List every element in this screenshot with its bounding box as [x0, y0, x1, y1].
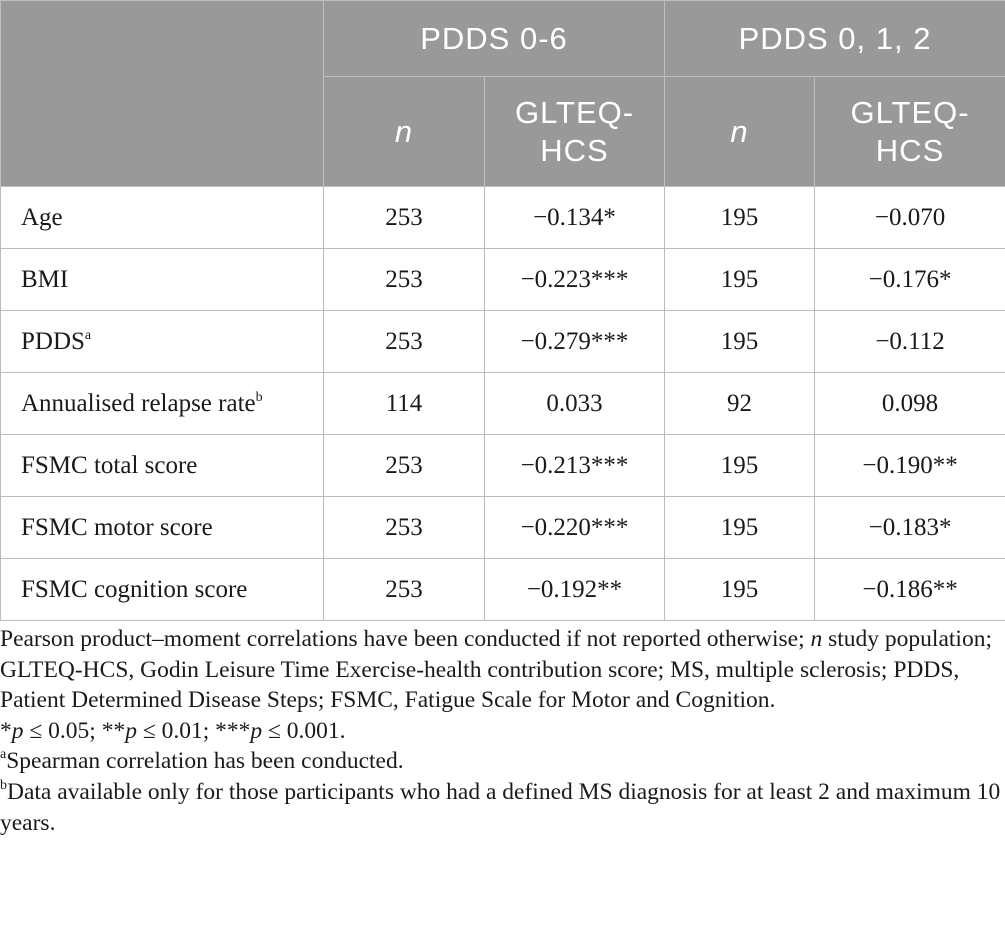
table-cell: 195 — [665, 311, 815, 373]
row-label-footnote-mark: a — [84, 327, 92, 343]
sig-2-rel: ≤ 0.01; — [136, 717, 216, 744]
sig-1-stars: * — [0, 717, 12, 744]
row-label — [1, 559, 324, 621]
table-body — [1, 187, 1005, 621]
header-glteq-2: GLTEQ- HCS — [815, 77, 1005, 187]
row-label-text: FSMC motor score — [21, 513, 213, 541]
footnote-main — [0, 624, 1005, 716]
header-n-1: n — [324, 77, 485, 187]
row-label-text: FSMC total score — [21, 451, 198, 479]
table-cell: 253 — [324, 435, 485, 497]
table-cell: −0.186** — [815, 559, 1005, 621]
sig-2-p: p — [125, 717, 137, 744]
row-label — [1, 249, 324, 311]
header-group-pdds-0-6: PDDS 0-6 — [324, 1, 665, 77]
sig-1-rel: ≤ 0.05; — [23, 717, 102, 744]
sig-1-p: p — [11, 717, 24, 744]
table-row — [1, 249, 1005, 311]
table-cell: 195 — [665, 497, 815, 559]
row-label-text: Annualised relapse rate — [21, 389, 256, 417]
footnote-a — [0, 746, 1005, 777]
table-cell: −0.213*** — [485, 435, 665, 497]
footnote-a-text: Spearman correlation has been conducted. — [6, 748, 404, 775]
table-row — [1, 559, 1005, 621]
footnote-a-mark: a — [0, 747, 7, 763]
footnote-main-post: study population; GLTEQ-HCS, Godin Leisure Time Exercise-health contribution score; MS, multiple sclerosis; PDDS, Patient Determined Disease Steps; FSMC, Fatigue Scale for Motor and Cognition. — [0, 626, 992, 714]
table-header — [1, 1, 1005, 187]
table-footnotes — [0, 624, 1005, 838]
table-cell: 92 — [665, 373, 815, 435]
table-row — [1, 311, 1005, 373]
sig-3-stars: *** — [215, 717, 251, 744]
table-cell: 253 — [324, 311, 485, 373]
table-cell: 253 — [324, 559, 485, 621]
row-label-text: PDDS — [21, 327, 85, 355]
table-cell: 0.033 — [485, 373, 665, 435]
table-cell: −0.192** — [485, 559, 665, 621]
table-row — [1, 497, 1005, 559]
sig-3-p: p — [250, 717, 263, 744]
footnote-significance — [0, 716, 1005, 747]
table-row — [1, 435, 1005, 497]
footnote-b-mark: b — [0, 777, 7, 793]
footnote-b — [0, 777, 1005, 838]
row-label — [1, 187, 324, 249]
table-cell: −0.112 — [815, 311, 1005, 373]
table-cell: −0.070 — [815, 187, 1005, 249]
table-cell: −0.279*** — [485, 311, 665, 373]
header-group-pdds-0-1-2: PDDS 0, 1, 2 — [665, 1, 1005, 77]
row-label — [1, 435, 324, 497]
table-cell: −0.134* — [485, 187, 665, 249]
header-n-2: n — [665, 77, 815, 187]
header-row-groups — [1, 1, 1005, 77]
table-cell: 195 — [665, 187, 815, 249]
table-cell: −0.176* — [815, 249, 1005, 311]
row-label — [1, 373, 324, 435]
table-cell: 253 — [324, 187, 485, 249]
table-cell: −0.190** — [815, 435, 1005, 497]
table-cell: −0.183* — [815, 497, 1005, 559]
table-cell: −0.220*** — [485, 497, 665, 559]
row-label-text: FSMC cognition score — [21, 575, 248, 603]
table-cell: 253 — [324, 249, 485, 311]
table-cell: 114 — [324, 373, 485, 435]
footnote-main-pre: Pearson product–moment correlations have been conducted if not reported otherwise; — [0, 626, 811, 652]
table-row — [1, 187, 1005, 249]
table-cell: 195 — [665, 435, 815, 497]
row-label-footnote-mark: b — [255, 389, 263, 405]
row-label-text: Age — [21, 203, 63, 231]
header-glteq-1: GLTEQ- HCS — [485, 77, 665, 187]
table-cell: 195 — [665, 249, 815, 311]
footnote-main-n: n — [810, 626, 823, 652]
table-row — [1, 373, 1005, 435]
table-cell: −0.223*** — [485, 249, 665, 311]
header-empty-cell — [1, 1, 324, 187]
row-label — [1, 497, 324, 559]
footnote-b-text: Data available only for those participants who had a defined MS diagnosis for at least 2 and maximum 10 years. — [0, 778, 1001, 836]
table-cell: 195 — [665, 559, 815, 621]
sig-3-rel: ≤ 0.001. — [262, 717, 346, 744]
row-label-text: BMI — [21, 265, 69, 293]
row-label — [1, 311, 324, 373]
table-cell: 253 — [324, 497, 485, 559]
sig-2-stars: ** — [101, 717, 126, 744]
table-cell: 0.098 — [815, 373, 1005, 435]
